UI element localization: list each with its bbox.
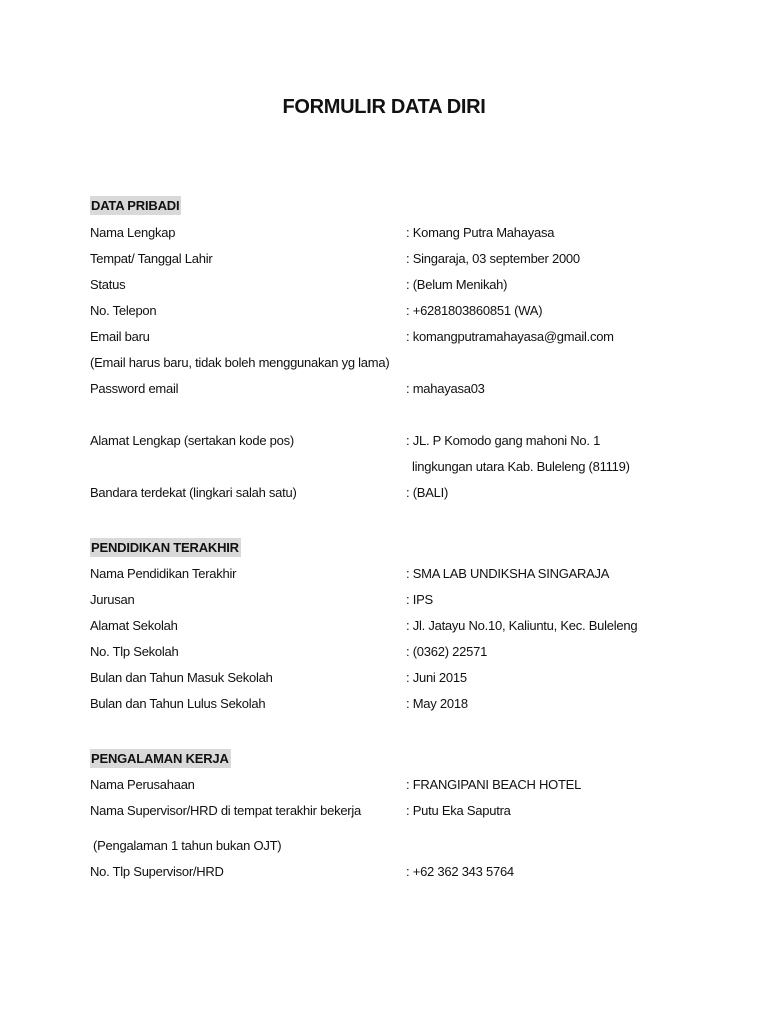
value-password-email: : mahayasa03	[406, 381, 485, 396]
label-tahun-lulus: Bulan dan Tahun Lulus Sekolah	[90, 696, 266, 711]
value-tahun-lulus: : May 2018	[406, 696, 468, 711]
label-alamat-sekolah: Alamat Sekolah	[90, 618, 178, 633]
pengalaman-note: (Pengalaman 1 tahun bukan OJT)	[93, 838, 282, 853]
value-email-baru: : komangputramahayasa@gmail.com	[406, 329, 614, 344]
label-bandara-terdekat: Bandara terdekat (lingkari salah satu)	[90, 485, 297, 500]
value-nama-supervisor: : Putu Eka Saputra	[406, 803, 511, 818]
label-nama-perusahaan: Nama Perusahaan	[90, 777, 195, 792]
label-email-baru: Email baru	[90, 329, 150, 344]
page-title: FORMULIR DATA DIRI	[282, 96, 486, 118]
label-nama-supervisor: Nama Supervisor/HRD di tempat terakhir bekerja	[90, 803, 361, 818]
value-nama-perusahaan: : FRANGIPANI BEACH HOTEL	[406, 777, 582, 792]
section-heading-pengalaman: PENGALAMAN KERJA	[91, 751, 229, 766]
value-alamat-sekolah: : Jl. Jatayu No.10, Kaliuntu, Kec. Buleleng	[406, 618, 638, 633]
value-alamat-lengkap-line2: lingkungan utara Kab. Buleleng (81119)	[412, 459, 630, 474]
value-nama-lengkap: : Komang Putra Mahayasa	[406, 225, 555, 240]
value-alamat-lengkap: : JL. P Komodo gang mahoni No. 1	[406, 433, 601, 448]
label-no-tlp-sekolah: No. Tlp Sekolah	[90, 644, 179, 659]
label-no-tlp-supervisor: No. Tlp Supervisor/HRD	[90, 864, 224, 879]
value-nama-pendidikan: : SMA LAB UNDIKSHA SINGARAJA	[406, 566, 610, 581]
value-tahun-masuk: : Juni 2015	[406, 670, 467, 685]
value-no-tlp-sekolah: : (0362) 22571	[406, 644, 488, 659]
section-heading-pendidikan: PENDIDIKAN TERAKHIR	[91, 540, 239, 555]
value-no-tlp-supervisor: : +62 362 343 5764	[406, 864, 514, 879]
email-note: (Email harus baru, tidak boleh menggunakan yg lama)	[90, 355, 390, 370]
label-jurusan: Jurusan	[90, 592, 135, 607]
section-heading-data-pribadi: DATA PRIBADI	[91, 198, 180, 213]
value-bandara-terdekat: : (BALI)	[406, 485, 449, 500]
value-tempat-tanggal-lahir: : Singaraja, 03 september 2000	[406, 251, 580, 266]
label-tempat-tanggal-lahir: Tempat/ Tanggal Lahir	[90, 251, 213, 266]
value-status: : (Belum Menikah)	[406, 277, 508, 292]
label-no-telepon: No. Telepon	[90, 303, 157, 318]
label-nama-pendidikan: Nama Pendidikan Terakhir	[90, 566, 237, 581]
label-password-email: Password email	[90, 381, 179, 396]
value-no-telepon: : +6281803860851 (WA)	[406, 303, 543, 318]
value-jurusan: : IPS	[406, 592, 433, 607]
label-status: Status	[90, 277, 126, 292]
label-tahun-masuk: Bulan dan Tahun Masuk Sekolah	[90, 670, 273, 685]
label-nama-lengkap: Nama Lengkap	[90, 225, 176, 240]
label-alamat-lengkap: Alamat Lengkap (sertakan kode pos)	[90, 433, 294, 448]
